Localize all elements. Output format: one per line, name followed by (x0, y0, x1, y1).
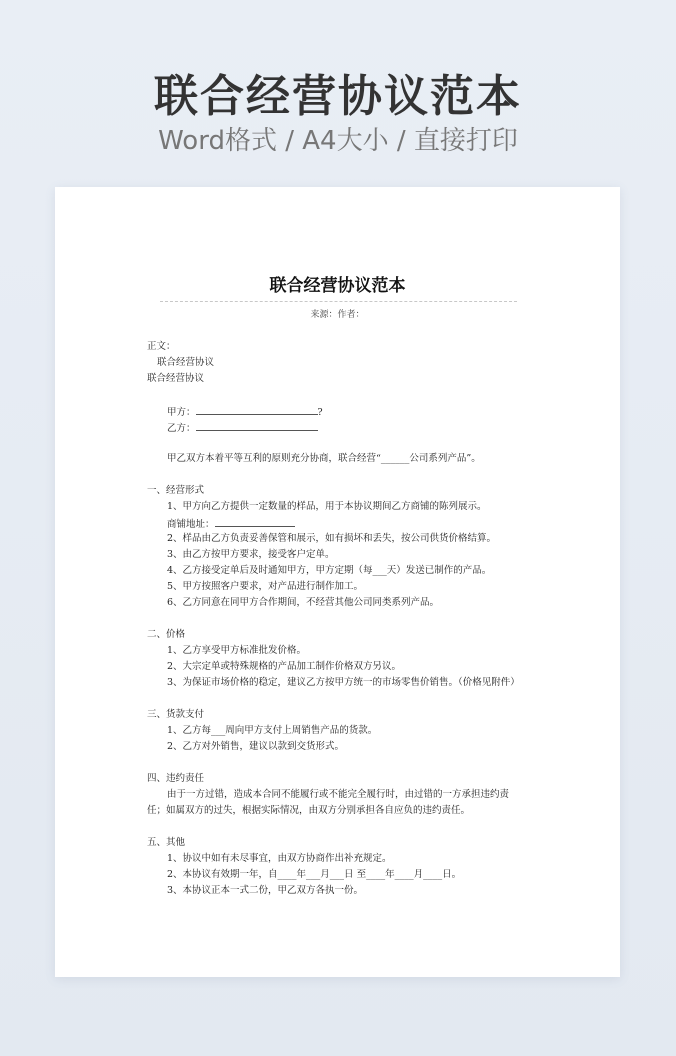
store-address-blank (215, 515, 295, 527)
party-a-label: 甲方： (167, 407, 196, 418)
list-item: 1、协议中如有未尽事宜，由双方协商作出补充规定。 (167, 853, 392, 864)
list-item: 3、由乙方按甲方要求，接受客户定单。 (167, 549, 335, 560)
list-item: 1、甲方向乙方提供一定数量的样品，用于本协议期间乙方商铺的陈列展示。 (167, 501, 487, 512)
party-a-suffix: ? (317, 407, 323, 418)
section-heading: 五、其他 (147, 837, 186, 848)
party-b-blank (196, 419, 318, 431)
section-heading: 四、违约责任 (147, 773, 205, 784)
document-body (147, 339, 527, 899)
document-meta: 来源：作者： (310, 310, 365, 320)
banner-subtitle: Word格式 / A4大小 / 直接打印 (158, 126, 518, 156)
section-heading: 二、价格 (147, 629, 186, 640)
list-item: 2、乙方对外销售，建议以款到交货形式。 (167, 741, 345, 752)
party-a-blank (196, 403, 318, 415)
list-item: 3、为保证市场价格的稳定，建议乙方按甲方统一的市场零售价销售。（价格见附件） (167, 677, 520, 688)
store-address-label: 商铺地址： (167, 519, 215, 530)
party-b-label: 乙方： (167, 423, 196, 434)
list-item: 6、乙方同意在同甲方合作期间，不经营其他公司同类系列产品。 (167, 597, 440, 608)
heading-repeat: 联合经营协议 (147, 373, 205, 384)
list-item: 4、乙方接受定单后及时通知甲方，甲方定期（每___天）发送已制作的产品。 (167, 565, 492, 576)
list-item: 1、乙方享受甲方标准批发价格。 (167, 645, 307, 656)
party-a-line (147, 403, 527, 419)
section-heading: 一、经营形式 (147, 485, 205, 496)
list-item: 2、本协议有效期一年，自____年___月___日 至____年____月____日。 (167, 869, 462, 880)
list-item: 1、乙方每___周向甲方支付上周销售产品的货款。 (167, 725, 378, 736)
list-item: 2、样品由乙方负责妥善保管和展示，如有损坏和丢失，按公司供货价格结算。 (167, 533, 497, 544)
party-b-line (147, 419, 527, 435)
heading-repeat: 联合经营协议 (157, 357, 215, 368)
banner-title: 联合经营协议范本 (154, 71, 522, 122)
list-item: 5、甲方按照客户要求，对产品进行制作加工。 (167, 581, 364, 592)
document-title: 联合经营协议范本 (269, 276, 406, 296)
title-divider (160, 301, 517, 302)
section-heading: 三、货款支付 (147, 709, 205, 720)
list-item: 3、本协议正本一式二份，甲乙双方各执一份。 (167, 885, 364, 896)
intro-paragraph: 甲乙双方本着平等互利的原则充分协商，联合经营“______公司系列产品”。 (167, 453, 481, 464)
store-address-line (147, 515, 527, 531)
body-label: 正文： (147, 341, 176, 352)
paragraph: 由于一方过错，造成本合同不能履行或不能完全履行时，由过错的一方承担违约责任；如属双方的过失，根据实际情况，由双方分别承担各自应负的违约责任。 (147, 789, 510, 816)
list-item: 2、大宗定单或特殊规格的产品加工制作价格双方另议。 (167, 661, 402, 672)
document-page (55, 187, 620, 977)
